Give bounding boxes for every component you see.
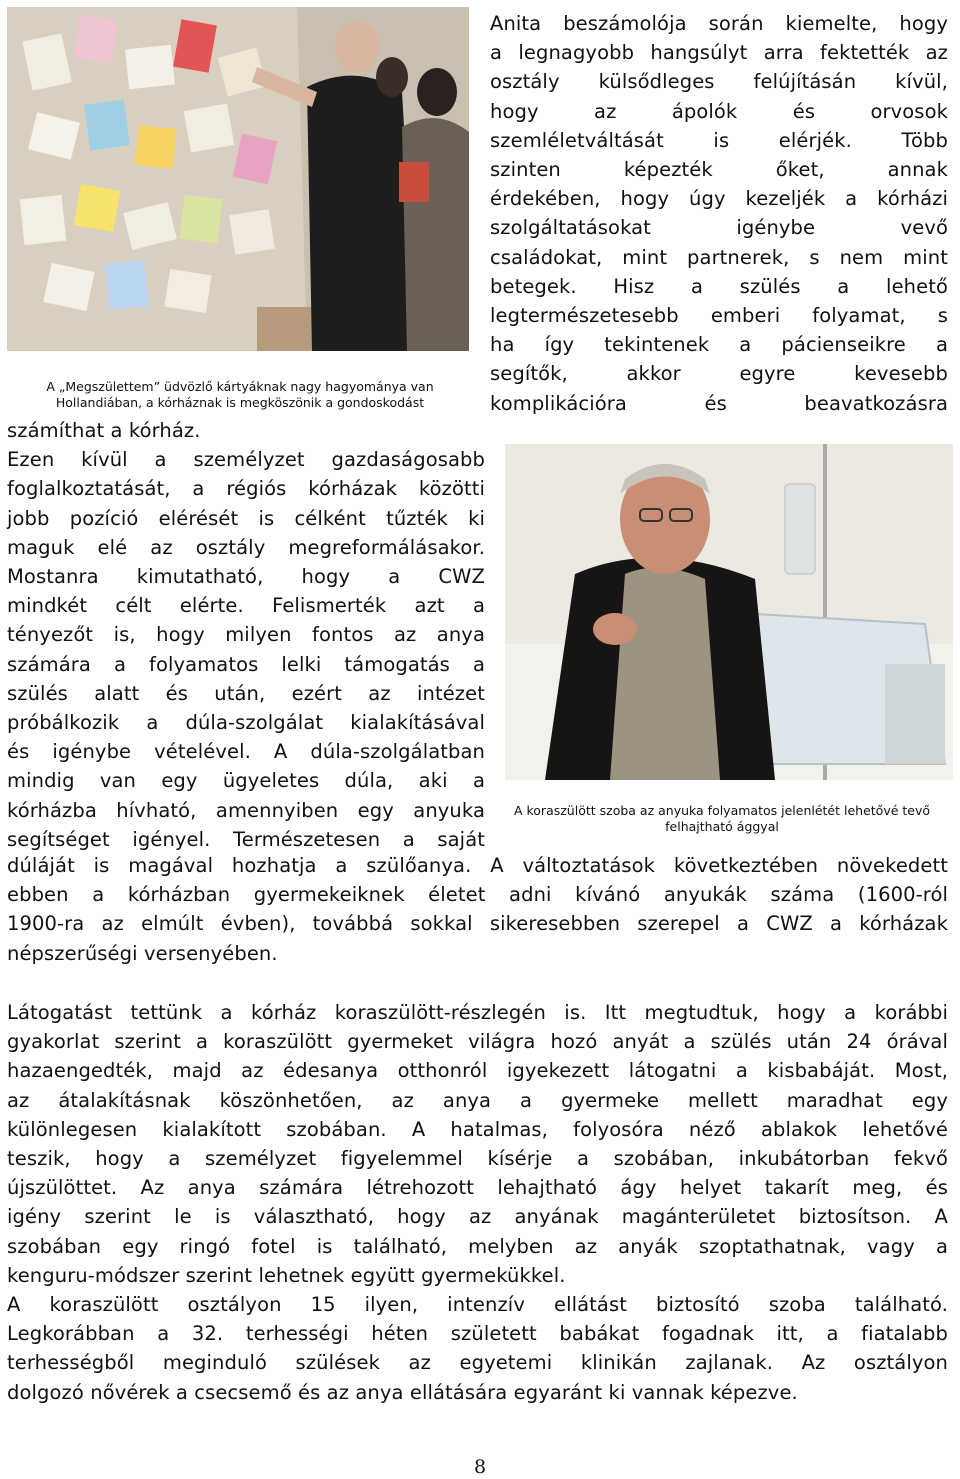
text-line: hazaengedték, majd az édesanya otthonról igyekezett látogatni a kisbabáját. Most, bbox=[7, 1059, 948, 1083]
text-line: ebben a kórházban gyermekeiknek életet adni kívánó anyukák száma (1600-ról bbox=[7, 883, 948, 907]
text-line: foglalkoztatását, a régiós kórházak közötti bbox=[7, 477, 485, 501]
text-line: kenguru-módszer szerint lehetnek együtt gyermekükkel. bbox=[7, 1263, 566, 1287]
text-line: 1900-ra az elmúlt évben), továbbá sokkal sikeresebben szerepel a CWZ a kórházak bbox=[7, 912, 948, 936]
full-paragraph-1 bbox=[7, 851, 948, 968]
text-line: és igénybe vételével. A dúla-szolgálatban bbox=[7, 740, 485, 764]
text-line: igény szerint le is választható, hogy az anyának magánterületet biztosítson. A bbox=[7, 1205, 948, 1229]
text-line: érdekében, hogy úgy kezeljék a kórházi bbox=[490, 187, 948, 211]
text-line: legtermészetesebb emberi folyamat, s bbox=[490, 304, 948, 328]
text-line: családokat, mint partnerek, s nem mint bbox=[490, 245, 948, 269]
text-line: Ezen kívül a személyzet gazdaságosabb bbox=[7, 448, 485, 472]
text-line: Látogatást tettünk a kórház koraszülött-részlegén is. Itt megtudtuk, hogy a korábbi bbox=[7, 1001, 948, 1024]
photo-illustration bbox=[7, 7, 469, 351]
full-paragraph-2 bbox=[7, 998, 948, 1290]
text-line: szemléletváltását is elérjék. Több bbox=[490, 128, 948, 152]
photo1-caption: A „Megszülettem” üdvözlő kártyáknak nagy hagyománya van Hollandiában, a kórháznak is megköszönik a gondoskodást bbox=[46, 379, 434, 410]
text-line: mindig van egy ügyeletes dúla, aki a bbox=[7, 769, 485, 793]
full-paragraph-3 bbox=[7, 1290, 948, 1407]
text-line: számíthat a kórház. bbox=[7, 419, 201, 442]
left-column-paragraph bbox=[7, 416, 485, 854]
photo2-caption: A koraszülött szoba az anyuka folyamatos jelenlétét lehetővé tevő felhajtható ággyal bbox=[513, 803, 931, 834]
text-line: Mostanra kimutatható, hogy a CWZ bbox=[7, 565, 485, 589]
text-line: ha így tekintenek a pácienseikre a bbox=[490, 333, 948, 357]
text-line: Anita beszámolója során kiemelte, hogy bbox=[490, 12, 948, 35]
text-line: dolgozó nővérek a csecsemő és az anya ellátására egyaránt ki vannak képezve. bbox=[7, 1380, 798, 1404]
text-line: népszerűségi versenyében. bbox=[7, 941, 278, 965]
text-line: szülés alatt és után, ezért az intézet bbox=[7, 681, 485, 705]
text-line: újszülöttet. Az anya számára létrehozott lehajtható ágy helyet takarít meg, és bbox=[7, 1176, 948, 1200]
text-line: hogy az ápolók és orvosok bbox=[490, 99, 948, 123]
text-line: szobában egy ringó fotel is található, melyben az anyák szoptathatnak, vagy a bbox=[7, 1234, 948, 1258]
text-line: betegek. Hisz a szülés a lehető bbox=[490, 274, 948, 298]
text-line: próbálkozik a dúla-szolgálat kialakításával bbox=[7, 711, 485, 735]
text-line: segítők, akkor egyre kevesebb bbox=[490, 362, 948, 386]
text-line: a legnagyobb hangsúlyt arra fektették az bbox=[490, 41, 948, 65]
text-line: mindkét célt elérte. Felismerték azt a bbox=[7, 594, 485, 618]
right-column-paragraph bbox=[490, 9, 948, 418]
text-line: szolgáltatásokat igénybe vevő bbox=[490, 216, 948, 240]
text-line: A koraszülött osztályon 15 ilyen, intenzív ellátást biztosító szoba található. bbox=[7, 1293, 948, 1316]
photo-premature-room bbox=[505, 444, 953, 780]
text-line: dúláját is magával hozhatja a szülőanya. A változtatások következtében növekedett bbox=[7, 854, 948, 877]
text-line: jobb pozíció elérését is célként tűzték ki bbox=[7, 506, 485, 530]
text-line: számára a folyamatos lelki támogatás a bbox=[7, 652, 485, 676]
text-line: gyakorlat szerint a koraszülött gyermeket világra hozó anyát a szülés után 24 órával bbox=[7, 1030, 948, 1054]
text-line: maguk elé az osztály megreformálásakor. bbox=[7, 535, 485, 559]
text-line: szinten képezték őket, annak bbox=[490, 158, 948, 182]
page-number: 8 bbox=[473, 1456, 487, 1478]
text-line: terhességből meginduló szülések az egyetemi klinikán zajlanak. Az osztályon bbox=[7, 1351, 948, 1375]
text-line: komplikációra és beavatkozásra bbox=[490, 391, 948, 415]
photo-illustration bbox=[505, 444, 953, 780]
text-line: segítséget igényel. Természetesen a saját bbox=[7, 827, 485, 851]
text-line: teszik, hogy a személyzet figyelemmel kísérje a szobában, inkubátorban fekvő bbox=[7, 1147, 948, 1171]
text-line: tényezőt is, hogy milyen fontos az anya bbox=[7, 623, 485, 647]
text-line: az átalakításnak köszönhetően, az anya a gyermeke mellett maradhat egy bbox=[7, 1088, 948, 1112]
text-line: Legkorábban a 32. terhességi héten született babákat fogadnak itt, a fiatalabb bbox=[7, 1322, 948, 1346]
photo-greeting-cards-wall bbox=[7, 7, 469, 351]
text-line: különlegesen kialakított szobában. A hatalmas, folyosóra néző ablakok lehetővé bbox=[7, 1117, 948, 1141]
text-line: kórházba hívható, amennyiben egy anyuka bbox=[7, 798, 485, 822]
text-line: osztály külsődleges felújításán kívül, bbox=[490, 70, 948, 94]
